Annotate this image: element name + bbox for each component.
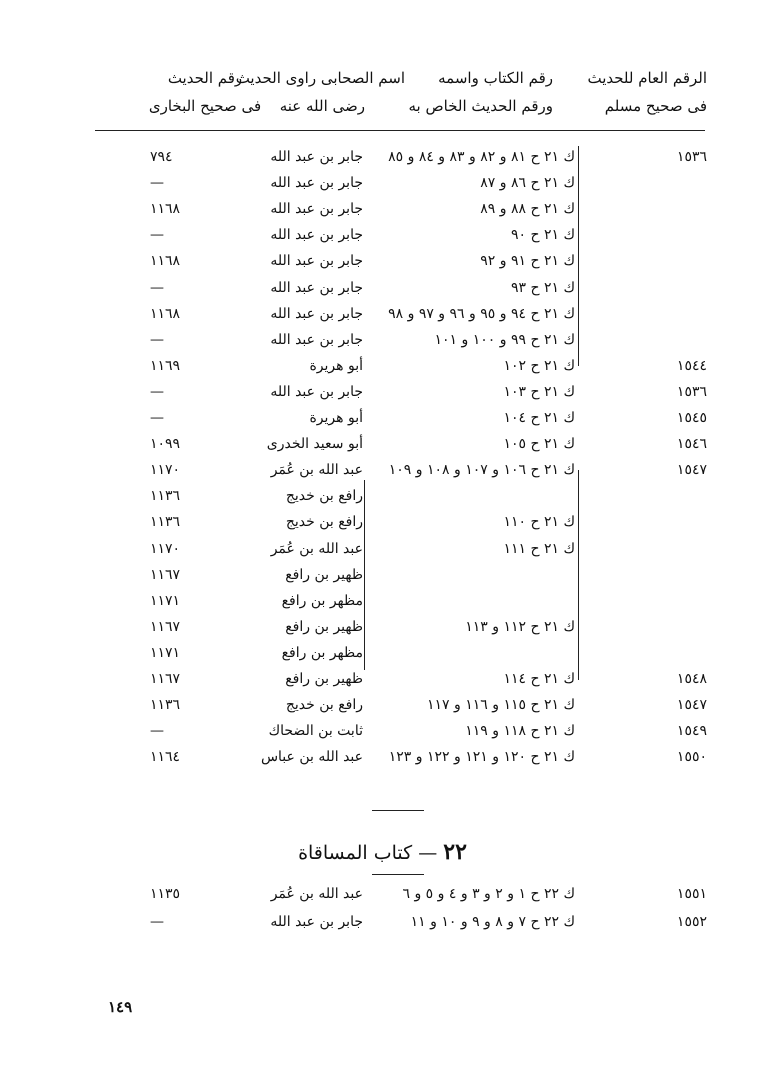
header-narrator-line1: اسم الصحابى راوى الحديث: [235, 69, 405, 87]
bukhari-number: ١٠٩٩: [150, 436, 181, 453]
book-reference: ك ٢١ ح ١١٢ و ١١٣: [465, 618, 575, 635]
table-row: [0, 641, 765, 665]
book-reference: ك ٢١ ح ١٠٤: [503, 410, 575, 426]
table-row: [0, 328, 765, 352]
table-row: [0, 249, 765, 273]
bukhari-number: —: [150, 331, 164, 348]
narrator-name: مظهر بن رافع: [281, 592, 363, 609]
chapter-title: كتاب المساقاة: [298, 842, 413, 864]
table-row: [0, 276, 765, 300]
bukhari-number: ١١٦٨: [150, 253, 181, 270]
book-reference: ك ٢١ ح ٨١ و ٨٢ و ٨٣ و ٨٤ و ٨٥: [388, 149, 575, 165]
book-reference: ك ٢١ ح ١١٠: [503, 514, 575, 531]
table-row: [0, 910, 765, 934]
bukhari-number: ١١٣٦: [150, 697, 181, 714]
table-row: [0, 197, 765, 221]
chapter-rule-bottom: [372, 874, 424, 875]
header-number-line2: فى صحيح مسلم: [604, 97, 707, 115]
bukhari-number: ١١٦٧: [150, 566, 181, 583]
bukhari-number: ١١٦٤: [150, 749, 181, 766]
narrator-name: جابر بن عبد الله: [270, 279, 363, 296]
table-row: [0, 380, 765, 404]
chapter-heading: [0, 838, 765, 867]
narrator-name: جابر بن عبد الله: [270, 227, 363, 244]
table-row: [0, 719, 765, 743]
narrator-name: عبد الله بن عباس: [260, 749, 363, 766]
narrator-name: ثابت بن الضحاك: [268, 723, 363, 740]
bukhari-number: —: [150, 410, 164, 426]
narrator-name: عبد الله بن عُمَر: [270, 462, 363, 479]
hadith-number: ١٥٤٩: [676, 723, 707, 740]
book-reference: ك ٢٢ ح ٧ و ٨ و ٩ و ١٠ و ١١: [410, 914, 575, 930]
group-brace: [578, 146, 579, 366]
group-brace: [364, 480, 365, 670]
narrator-name: ظهير بن رافع: [285, 566, 363, 583]
bukhari-number: —: [150, 383, 164, 400]
hadith-number: ١٥٥٠: [676, 749, 707, 766]
table-row: [0, 484, 765, 508]
bukhari-number: ١١٦٨: [150, 201, 181, 218]
narrator-name: رافع بن خديج: [285, 514, 363, 531]
bukhari-number: ١١٧٠: [150, 540, 181, 557]
bukhari-number: ١١٦٧: [150, 671, 181, 687]
book-reference: ك ٢١ ح ٩٤ و ٩٥ و ٩٦ و ٩٧ و ٩٨: [388, 305, 575, 322]
book-reference: ك ٢١ ح ١٠٥: [503, 436, 575, 453]
bukhari-number: —: [150, 279, 164, 296]
book-reference: ك ٢١ ح ١٠٣: [503, 383, 575, 400]
table-row: [0, 615, 765, 639]
table-row: [0, 537, 765, 561]
narrator-name: جابر بن عبد الله: [270, 175, 363, 192]
bukhari-number: ١١٦٨: [150, 305, 181, 322]
header-number-line1: الرقم العام للحديث: [587, 69, 707, 87]
hadith-number: ١٥٤٧: [676, 462, 707, 479]
narrator-name: مظهر بن رافع: [281, 644, 363, 661]
bukhari-number: ١١٧١: [150, 644, 181, 661]
book-reference: ك ٢١ ح ١٠٢: [503, 357, 575, 374]
bukhari-number: ١١٣٦: [150, 488, 181, 505]
table-row: [0, 693, 765, 717]
hadith-number: ١٥٤٥: [676, 410, 707, 426]
hadith-number: ١٥٣٦: [676, 383, 707, 400]
table-row: [0, 882, 765, 906]
bukhari-number: —: [150, 723, 164, 740]
book-reference: ك ٢١ ح ٨٨ و ٨٩: [480, 201, 575, 218]
bukhari-number: ١١٣٦: [150, 514, 181, 531]
bukhari-number: —: [150, 914, 164, 930]
book-reference: ك ٢١ ح ١٠٦ و ١٠٧ و ١٠٨ و ١٠٩: [388, 462, 575, 479]
narrator-name: جابر بن عبد الله: [270, 149, 363, 165]
narrator-name: جابر بن عبد الله: [270, 914, 363, 930]
chapter-number: ٢٢: [443, 839, 467, 865]
narrator-name: ظهير بن رافع: [285, 618, 363, 635]
narrator-name: ظهير بن رافع: [285, 671, 363, 687]
table-row: [0, 458, 765, 482]
book-reference: ك ٢١ ح ١١٨ و ١١٩: [465, 723, 575, 740]
table-row: [0, 223, 765, 247]
table-row: [0, 510, 765, 534]
table-row: [0, 171, 765, 195]
table-row: [0, 745, 765, 769]
group-brace: [578, 470, 579, 680]
bukhari-number: ٧٩٤: [150, 149, 173, 165]
narrator-name: جابر بن عبد الله: [270, 305, 363, 322]
hadith-number: ١٥٥٢: [676, 914, 707, 930]
bukhari-number: ١١٣٥: [150, 886, 181, 902]
chapter-rule-top: [372, 810, 424, 811]
narrator-name: عبد الله بن عُمَر: [270, 540, 363, 557]
table-row: [0, 145, 765, 169]
narrator-name: أبو هريرة: [309, 357, 363, 374]
narrator-name: جابر بن عبد الله: [270, 253, 363, 270]
header-narrator-line2: رضى الله عنه: [279, 97, 365, 115]
table-row: [0, 406, 765, 430]
table-row: [0, 432, 765, 456]
book-reference: ك ٢١ ح ١١٤: [503, 671, 575, 687]
book-reference: ك ٢١ ح ٩٠: [510, 227, 575, 244]
bukhari-number: ١١٧١: [150, 592, 181, 609]
table-row: [0, 667, 765, 691]
header-book-line1: رقم الكتاب واسمه: [438, 69, 553, 87]
header-book-line2: ورقم الحديث الخاص به: [408, 97, 553, 115]
table-row: [0, 354, 765, 378]
book-reference: ك ٢٢ ح ١ و ٢ و ٣ و ٤ و ٥ و ٦: [402, 886, 575, 902]
bukhari-number: ١١٧٠: [150, 462, 181, 479]
hadith-number: ١٥٥١: [676, 886, 707, 902]
table-row: [0, 302, 765, 326]
header-bukhari-line2: فى صحيح البخارى: [148, 97, 262, 115]
table-row: [0, 589, 765, 613]
book-reference: ك ٢١ ح ٨٦ و ٨٧: [480, 175, 575, 192]
header-bukhari-line1: رقم الحديث: [167, 69, 243, 87]
narrator-name: رافع بن خديج: [285, 697, 363, 714]
book-reference: ك ٢١ ح ١٢٠ و ١٢١ و ١٢٢ و ١٢٣: [388, 749, 575, 766]
book-reference: ك ٢١ ح ١١١: [503, 540, 575, 557]
chapter-dash: —: [418, 842, 438, 864]
table-row: [0, 563, 765, 587]
hadith-number: ١٥٤٧: [676, 697, 707, 714]
narrator-name: أبو سعيد الخدرى: [266, 436, 363, 453]
narrator-name: جابر بن عبد الله: [270, 201, 363, 218]
header-rule: [95, 130, 705, 131]
bukhari-number: —: [150, 227, 164, 244]
book-reference: ك ٢١ ح ١١٥ و ١١٦ و ١١٧: [426, 697, 575, 714]
narrator-name: جابر بن عبد الله: [270, 383, 363, 400]
book-reference: ك ٢١ ح ٩٩ و ١٠٠ و ١٠١: [434, 331, 575, 348]
page-number: ١٤٩: [108, 998, 133, 1016]
hadith-number: ١٥٤٨: [676, 671, 707, 687]
hadith-number: ١٥٤٦: [676, 436, 707, 453]
narrator-name: رافع بن خديج: [285, 488, 363, 505]
hadith-number: ١٥٤٤: [676, 357, 707, 374]
bukhari-number: ١١٦٩: [150, 357, 181, 374]
narrator-name: عبد الله بن عُمَر: [270, 886, 363, 902]
bukhari-number: ١١٦٧: [150, 618, 181, 635]
book-reference: ك ٢١ ح ٩٣: [510, 279, 575, 296]
bukhari-number: —: [150, 175, 164, 192]
hadith-number: ١٥٣٦: [676, 149, 707, 165]
book-reference: ك ٢١ ح ٩١ و ٩٢: [480, 253, 575, 270]
narrator-name: جابر بن عبد الله: [270, 331, 363, 348]
narrator-name: أبو هريرة: [309, 410, 363, 426]
